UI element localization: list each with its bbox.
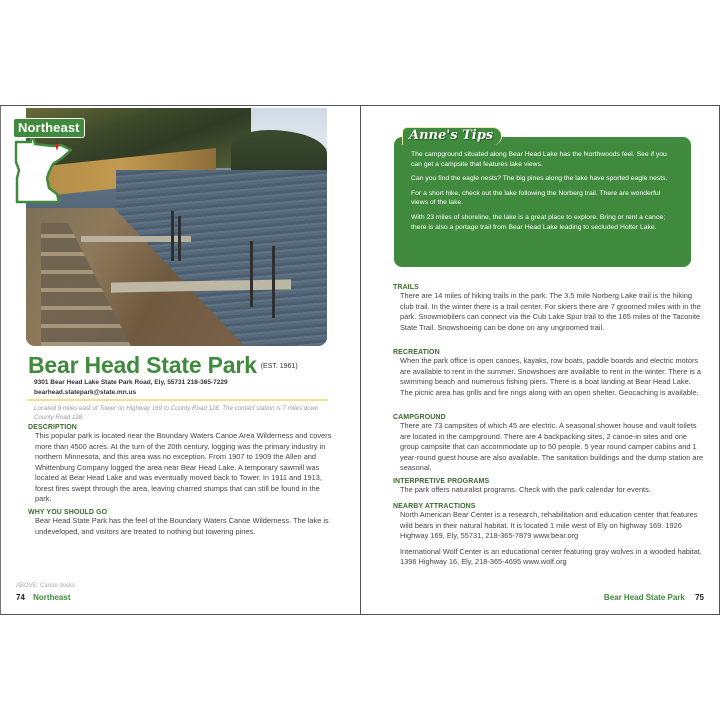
section-nearby-attractions xyxy=(393,503,705,568)
tips-body xyxy=(411,150,679,232)
section-body: There are 14 miles of hiking trails in the park. The 3.5 mile Norberg Lake trail is the hiking club trail. In the winter there is a trail center. For skiers there are 7 groomed miles with in the park. Snowmobilers can connect via the Cub Lake Spur trail to the 165 miles of the Taconite State Trail. Snowshoeing can be done on any ungroomed trail. xyxy=(400,291,701,332)
section-heading: RECREATION xyxy=(393,349,440,356)
left-page xyxy=(0,105,361,615)
region-badge xyxy=(13,118,85,138)
section-heading: INTERPRETIVE PROGRAMS xyxy=(393,478,490,485)
section-description xyxy=(28,424,338,505)
section-body: The park offers naturalist programs. Check with the park calendar for events. xyxy=(400,485,651,494)
page-footer xyxy=(16,593,70,602)
minnesota-map-icon xyxy=(13,138,77,208)
divider xyxy=(28,399,328,401)
section-body: When the park office is open canoes, kayaks, row boats, paddle boards and electric motors are available to rent in the summer. Snowshoes are available to rent in the winter. There is a swimming beach and numerous fishing piers. There is a boat landing at Bear Head Lake. The picnic area has grills and fire rings along with an open shelter. Geocaching is available. xyxy=(400,356,701,397)
section-campground xyxy=(393,414,705,474)
footer-section: Northeast xyxy=(33,593,71,602)
section-recreation xyxy=(393,349,705,398)
section-heading: NEARBY ATTRACTIONS xyxy=(393,503,476,510)
page-footer xyxy=(604,593,704,602)
page-number: 75 xyxy=(695,593,704,602)
tips-box xyxy=(394,128,691,267)
section-heading: WHY YOU SHOULD GO xyxy=(28,509,108,516)
section-body: Bear Head State Park has the feel of the Boundary Waters Canoe Wilderness. The lake is undeveloped, and visitors are treated to nothing but towering pines. xyxy=(35,516,329,536)
footer-section: Bear Head State Park xyxy=(603,593,685,602)
right-page xyxy=(360,105,720,615)
location-note: Located 9 miles east of Tower on Highway 169 to County Road 128. The contact station is 7 miles down County Road 128. xyxy=(34,405,319,421)
tip-item: With 23 miles of shoreline, the lake is a great place to explore. Bring or rent a canoe; there is also a portage trail from Bear Head Lake leading to secluded Holter Lake. xyxy=(411,213,666,231)
attraction-bear-center: North American Bear Center is a research, rehabilitation and education center that features wild bears in their natural habitat. It is located 1 mile west of Ely on highway 169. 1926 Highway 169, Ely, 55731, 218-365-7879 www.bear.org xyxy=(400,510,698,540)
established-year: (EST. 1961) xyxy=(260,363,298,371)
park-name: Bear Head State Park xyxy=(28,352,257,378)
park-address: 9301 Bear Head Lake State Park Road, Ely, 55731 218-365-7229 xyxy=(34,379,228,386)
section-body: This popular park is located near the Boundary Waters Canoe Area Wilderness and covers more than 4500 acres. At the turn of the 20th century, logging was the primary industry in northern Minnesota, and this area was no exception. From 1907 to 1909 the Allen and Whittenburg Company logged the area near Bear Head Lake. A temporary sawmill was located at Bear Head Lake and was eventually moved back to Tower. In 1911 and 1913, forest fires swept through the area, leaving charred stumps that can still be found in the park. xyxy=(35,431,332,503)
section-heading: CAMPGROUND xyxy=(393,414,446,421)
photo-caption: ABOVE: Canoe docks xyxy=(16,583,76,589)
book-spread xyxy=(0,105,720,615)
section-body: There are 73 campsites of which 45 are electric. A seasonal shower house and vault toilets are located in the campground. There are 4 backpacking sites, 2 canoe-in sites and one group campsite that can accommodate up to 50 people. 5 year round camper cabins and 1 year-round guest house are also available. The sanitation buildings and the dump station are seasonal. xyxy=(400,421,704,472)
tip-item: For a short hike, check out the lake following the Norberg trail. There are wonderful views of the lake. xyxy=(411,189,661,207)
section-trails xyxy=(393,284,705,333)
section-interpretive-programs xyxy=(393,478,705,496)
tips-title: Anne's Tips xyxy=(402,127,502,145)
park-email: bearhead.statepark@state.mn.us xyxy=(34,389,137,396)
section-heading: TRAILS xyxy=(393,284,419,291)
section-why-go xyxy=(28,509,338,537)
page-title xyxy=(28,352,298,379)
park-contact xyxy=(34,378,228,398)
region-label: Northeast xyxy=(13,118,85,138)
section-heading: DESCRIPTION xyxy=(28,424,77,431)
tip-item: Can you find the eagle nests? The big pines along the lake have sported eagle nests. xyxy=(411,175,668,183)
tip-item: The campground situated along Bear Head Lake has the Northwoods feel. See if you can get a campsite that features lake views. xyxy=(411,151,667,168)
attraction-wolf-center: International Wolf Center is an educational center featuring gray wolves in a wooded habitat. 1396 Highway 16, Ely, 218-365-4695 www.wolf.org xyxy=(400,546,702,566)
section-body xyxy=(393,510,705,568)
page-number: 74 xyxy=(16,593,25,602)
